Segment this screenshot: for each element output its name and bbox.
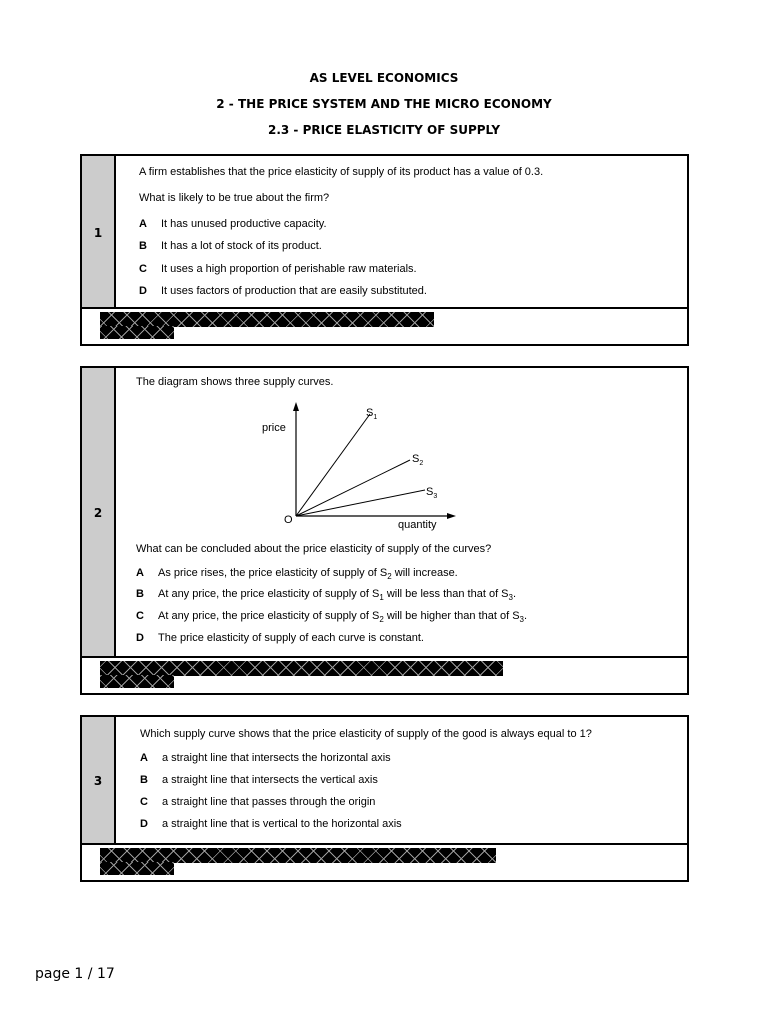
redacted-answer <box>100 661 503 676</box>
curve-label-s2: $S_2$ <box>412 453 424 467</box>
course-title: AS LEVEL ECONOMICS <box>309 71 459 85</box>
x-axis-arrow <box>447 513 456 519</box>
question-3: 3 Which supply curve shows that the price elasticity of supply of the good is always equal to 1? A a straight line that intersects the horizontal axis B a straight line that intersects the vertical axis C a straight line that passes through the origin D a straight line that is vertical to the horizontal axis <box>80 715 689 882</box>
x-axis-label: quantity <box>398 519 437 531</box>
answer-row <box>82 843 687 880</box>
question-stem: The diagram shows three supply curves. <box>136 376 334 388</box>
question-stem: A firm establishes that the price elasticity of supply of its product has a value of 0.3. <box>139 166 544 178</box>
redacted-answer <box>100 862 174 875</box>
topic-title: 2 - THE PRICE SYSTEM AND THE MICRO ECONOMY <box>216 97 552 111</box>
supply-curves-diagram <box>262 396 496 536</box>
answer-row <box>82 307 687 344</box>
question-prompt: What can be concluded about the price elasticity of supply of the curves? <box>136 543 492 555</box>
redacted-answer <box>100 675 174 688</box>
y-axis-label: price <box>262 422 286 434</box>
y-axis-arrow <box>293 402 299 411</box>
origin-label: O <box>284 514 293 526</box>
redacted-answer <box>100 848 496 863</box>
curve-s3 <box>296 490 425 516</box>
answer-row <box>82 656 687 693</box>
question-2: 2 The diagram shows three supply curves. price quantity O $S_1$ $S_2$ $S_3$ What can be concluded about the price elasticity of supply of the curves? A As price rises, the price elasticity of supply of $S_2$ will increase. B At any price, the price elasticity of supply of $S_1$ will be less than that of $S_3$. C At any price, the price elasticity of supply of $S_2$ will be higher than that of $S_3$. D The price elasticity of supply of each curve is constant. <box>80 366 689 695</box>
curve-label-s3: $S_3$ <box>426 486 438 500</box>
curve-s1 <box>296 414 370 516</box>
question-prompt: What is likely to be true about the firm? <box>139 192 330 204</box>
redacted-answer <box>100 312 434 327</box>
question-number: 3 <box>82 717 116 845</box>
question-prompt: Which supply curve shows that the price elasticity of supply of the good is always equal to 1? <box>140 728 592 740</box>
question-1: 1 A firm establishes that the price elasticity of supply of its product has a value of 0.3. What is likely to be true about the firm? A It has unused productive capacity. B It has a lot of stock of its product. C It uses a high proportion of perishable raw materials. D It uses factors of production that are easily substituted. <box>80 154 689 346</box>
question-number: 1 <box>82 156 116 309</box>
curve-label-s1: $S_1$ <box>366 407 378 421</box>
question-number: 2 <box>82 368 116 658</box>
page-number: page 1 / 17 <box>35 966 115 982</box>
redacted-answer <box>100 326 174 339</box>
subtopic-title: 2.3 - PRICE ELASTICITY OF SUPPLY <box>267 123 501 137</box>
curve-s2 <box>296 460 410 516</box>
